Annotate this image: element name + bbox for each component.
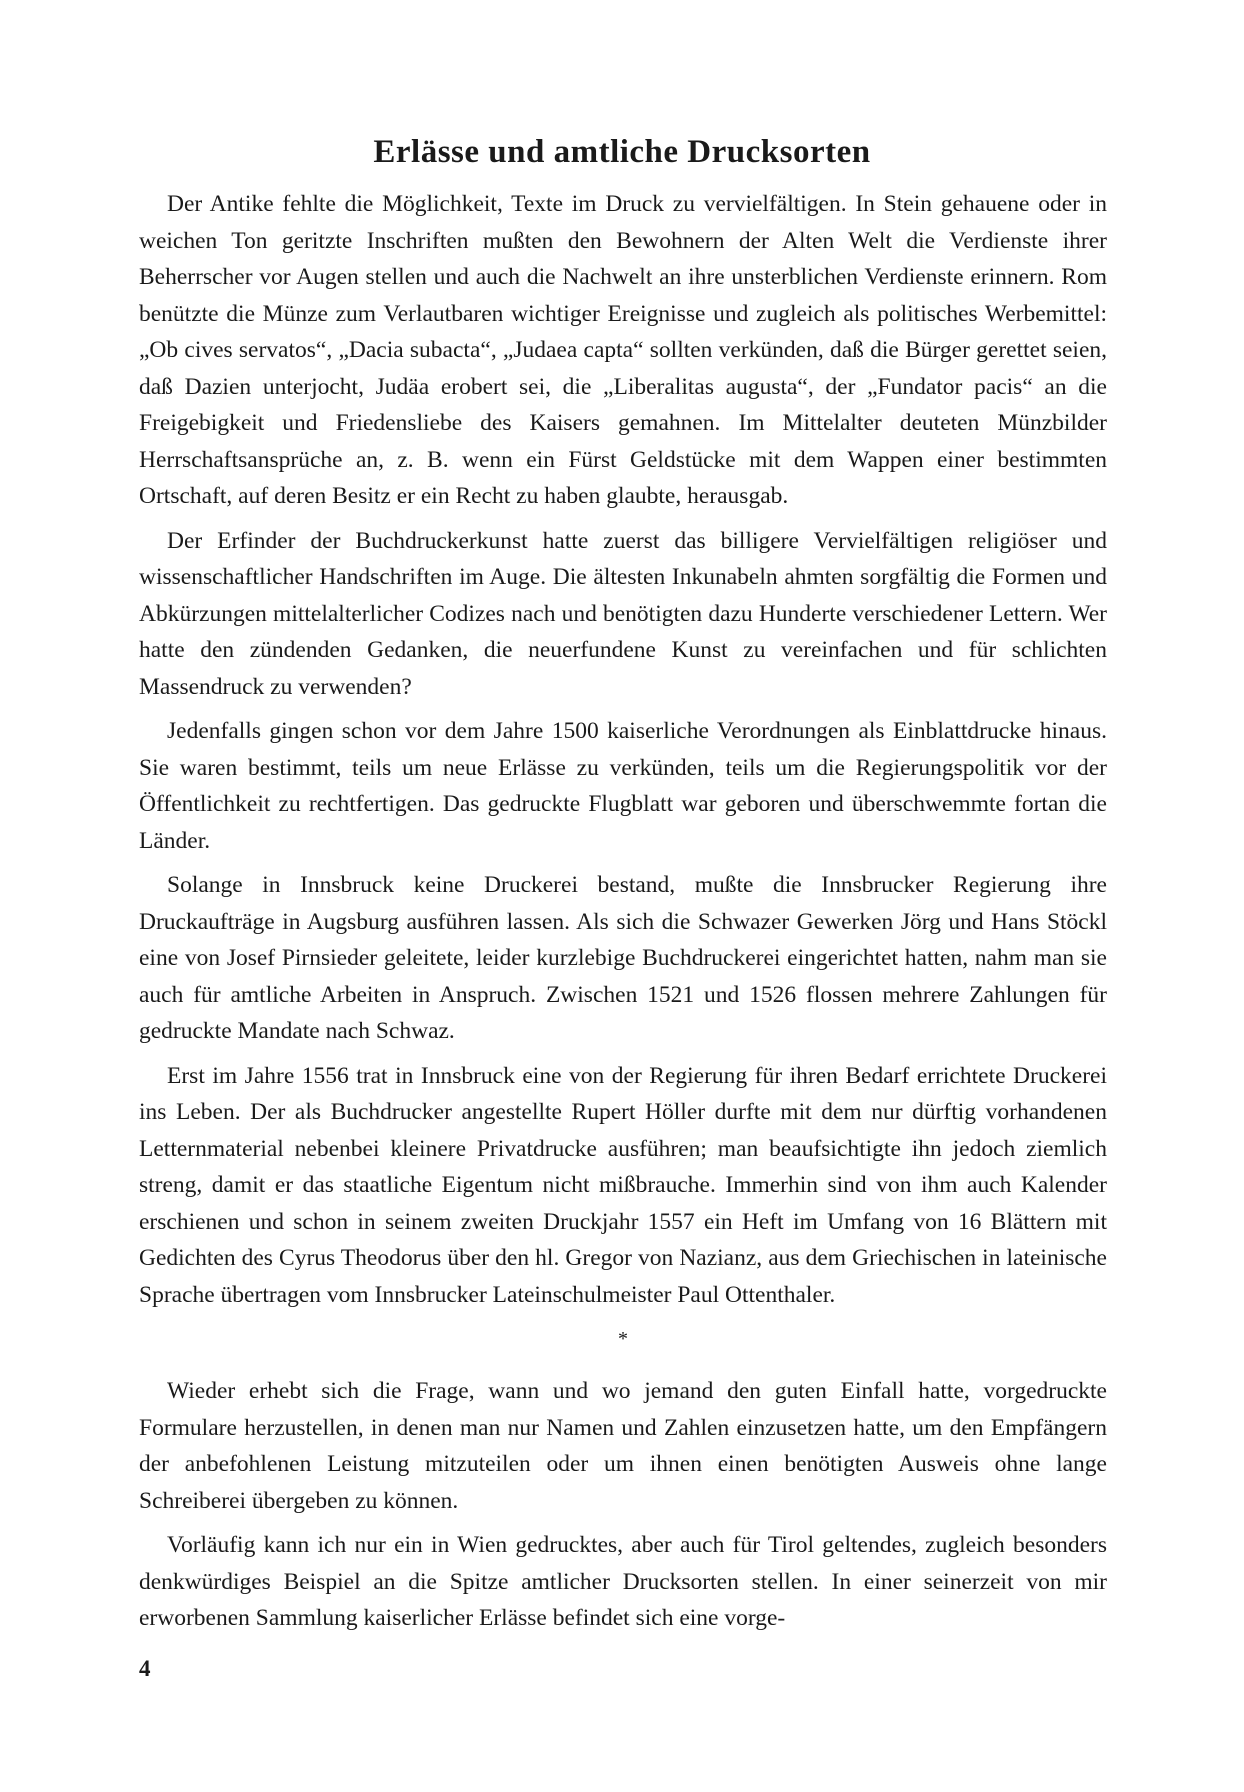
body-text (139, 186, 1107, 1645)
paragraph: Solange in Innsbruck keine Druckerei bestand, mußte die Innsbrucker Regierung ihre Druckaufträge in Augsburg ausführen lassen. Als sich die Schwazer Gewerken Jörg und Hans Stöckl eine von Josef Pirnsieder geleitete, leider kurzlebige Buchdruckerei eingerichtet hatten, nahm man sie auch für amtliche Arbeiten in Anspruch. Zwischen 1521 und 1526 flossen mehrere Zahlungen für gedruckte Mandate nach Schwaz. (139, 872, 1107, 1044)
page-number: 4 (139, 1656, 151, 1681)
page-title: Erlässe und amtliche Drucksorten (373, 134, 871, 170)
paragraph: Wieder erhebt sich die Frage, wann und wo jemand den guten Einfall hatte, vorgedruckte Formulare herzustellen, in denen man nur Namen und Zahlen einzusetzen hatte, um den Empfängern der anbefohlenen Leistung mitzuteilen oder um ihnen einen benötigten Ausweis ohne lange Schreiberei übergeben zu können. (139, 1378, 1107, 1514)
paragraph: Vorläufig kann ich nur ein in Wien gedrucktes, aber auch für Tirol geltendes, zugleich besonders denkwürdiges Beispiel an die Spitze amtlicher Drucksorten stellen. In einer seinerzeit von mir erworbenen Sammlung kaiserlicher Erlässe befindet sich eine vorge- (139, 1532, 1107, 1631)
section-separator: * (618, 1328, 628, 1350)
paragraph: Jedenfalls gingen schon vor dem Jahre 1500 kaiserliche Verordnungen als Einblattdrucke hinaus. Sie waren bestimmt, teils um neue Erlässe zu verkünden, teils um die Regierungspolitik vor der Öffentlichkeit zu rechtfertigen. Das gedruckte Flugblatt war geboren und überschwemmte fortan die Länder. (139, 718, 1107, 854)
paragraph: Erst im Jahre 1556 trat in Innsbruck eine von der Regierung für ihren Bedarf errichtete Druckerei ins Leben. Der als Buchdrucker angestellte Rupert Höller durfte mit dem nur dürftig vorhandenen Letternmaterial nebenbei kleinere Privatdrucke ausführen; man beaufsichtigte ihn jedoch ziemlich streng, damit er das staatliche Eigentum nicht mißbrauche. Immerhin sind von ihm auch Kalender erschienen und schon in seinem zweiten Druckjahr 1557 ein Heft im Umfang von 16 Blättern mit Gedichten des Cyrus Theodorus über den hl. Gregor von Nazianz, aus dem Griechischen in lateinische Sprache übertragen vom Innsbrucker Lateinschulmeister Paul Ottenthaler. (139, 1062, 1107, 1308)
paragraph: Der Antike fehlte die Möglichkeit, Texte im Druck zu vervielfältigen. In Stein gehauene oder in weichen Ton geritzte Inschriften mußten den Bewohnern der Alten Welt die Verdienste ihrer Beherrscher vor Augen stellen und auch die Nachwelt an ihre unsterblichen Verdienste erinnern. Rom benützte die Münze zum Verlautbaren wichtiger Ereignisse und zugleich als politisches Werbemittel: „Ob cives servatos“, „Dacia subacta“, „Judaea capta“ sollten verkünden, daß die Bürger gerettet seien, daß Dazien unterjocht, Judäa erobert sei, die „Liberalitas augusta“, der „Fundator pacis“ an die Freigebigkeit und Friedensliebe des Kaisers gemahnen. Im Mittelalter deuteten Münzbilder Herrschaftsansprüche an, z. B. wenn ein Fürst Geldstücke mit dem Wappen einer bestimmten Ortschaft, auf deren Besitz er ein Recht zu haben glaubte, herausgab. (139, 191, 1107, 509)
paragraph: Der Erfinder der Buchdruckerkunst hatte zuerst das billigere Vervielfältigen religiöser und wissenschaftlicher Handschriften im Auge. Die ältesten Inkunabeln ahmten sorgfältig die Formen und Abkürzungen mittelalterlicher Codizes nach und benötigten dazu Hunderte verschiedener Lettern. Wer hatte den zündenden Gedanken, die neuerfundene Kunst zu vereinfachen und für schlichten Massendruck zu verwenden? (139, 527, 1107, 700)
